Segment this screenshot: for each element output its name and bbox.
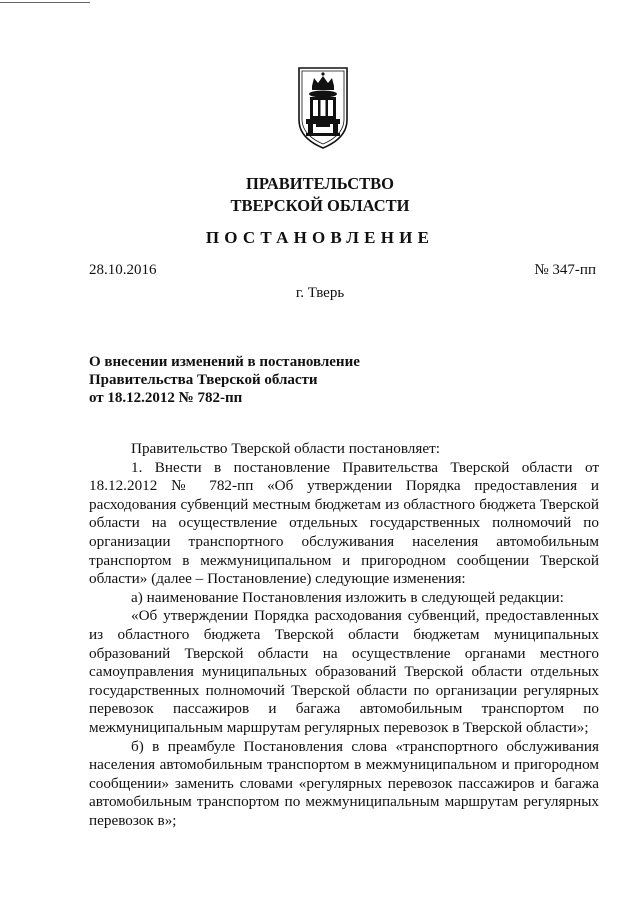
decree-title: ПОСТАНОВЛЕНИЕ <box>205 228 435 247</box>
document-subject <box>89 353 360 407</box>
document-body <box>89 440 599 830</box>
subject-line-2: Правительства Тверской области <box>89 372 318 388</box>
government-line-1: ПРАВИТЕЛЬСТВО <box>246 174 394 193</box>
document-city: г. Тверь <box>295 285 345 301</box>
scan-edge-line <box>0 2 90 3</box>
body-item-a-quote: «Об утверждении Порядка расходования субвенций, предоставленных из областного бюджета Тверской области бюджетам муниципальных образований Тверской области на осуществление органами местного самоуправления муниципальных образований Тверской области отдельных государственных полномочий Тверской области по организации регулярных перевозок пассажиров и багажа автомобильным транспортом по межмуниципальным маршрутам регулярных перевозок в Тверской области»; <box>89 607 599 736</box>
document-number: № 347-пп <box>534 262 596 278</box>
government-title <box>0 173 640 217</box>
subject-line-3: от 18.12.2012 № 782-пп <box>89 390 243 406</box>
body-item-a: а) наименование Постановления изложить в следующей редакции: <box>131 588 564 606</box>
body-item-1: 1. Внести в постановление Правительства Тверской области от 18.12.2012 № 782-пп «Об утверждении Порядка предоставления и расходования субвенций местным бюджетам из областного бюджета Тверской области на осуществление отдельных государственных полномочий по организации транспортного обслуживания населения автомобильным транспортом в межмуниципальном и пригородном сообщении Тверской области» (далее – Постановление) следующие изменения: <box>89 458 599 588</box>
document-date: 28.10.2016 <box>89 262 157 278</box>
coat-of-arms-icon <box>295 66 351 150</box>
body-item-b: б) в преамбуле Постановления слова «транспортного обслуживания населения автомобильным транспортом в межмуниципальном и пригородном сообщении» заменить словами «регулярных перевозок пассажиров и багажа автомобильным транспортом по межмуниципальным маршрутам регулярных перевозок в»; <box>89 737 599 829</box>
government-line-2: ТВЕРСКОЙ ОБЛАСТИ <box>230 196 410 215</box>
body-intro: Правительство Тверской области постановляет: <box>131 440 440 457</box>
subject-line-1: О внесении изменений в постановление <box>89 354 360 370</box>
